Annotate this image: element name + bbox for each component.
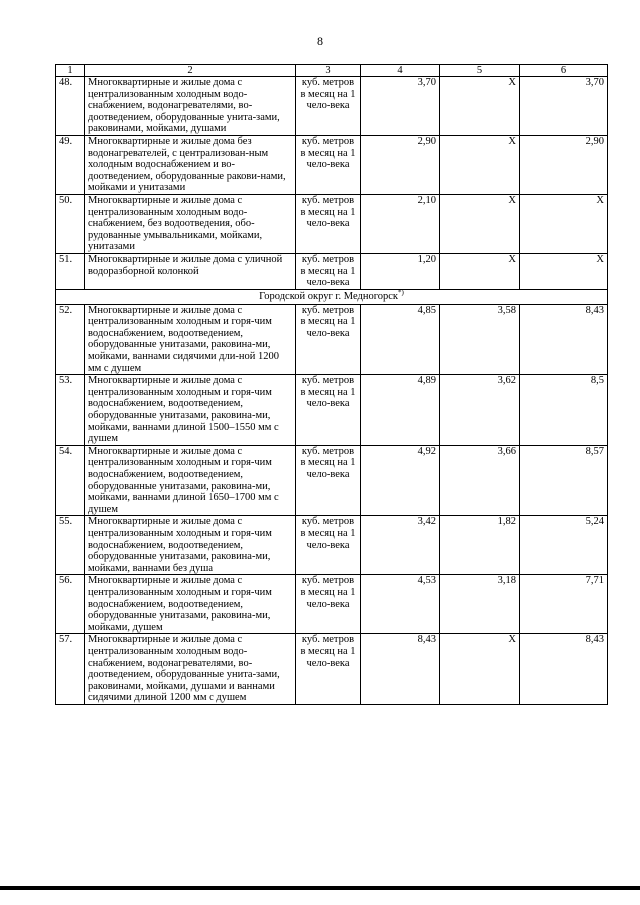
value-col5-cell: 3,66 [440, 445, 520, 516]
value-col4-cell: 1,20 [361, 253, 440, 289]
value-col4-cell: 3,42 [361, 516, 440, 575]
value-col6-cell: 3,70 [520, 77, 608, 136]
row-number-cell: 55. [56, 516, 85, 575]
value-col5-cell: Х [440, 135, 520, 194]
value-col5-cell: Х [440, 77, 520, 136]
value-col6-cell: 2,90 [520, 135, 608, 194]
description-cell: Многоквартирные и жилые дома с централизованным холодным водо-снабжением, водонагревателями, во-доотведением, оборудованные унита-зами, раковинами, мойками, душами [85, 77, 296, 136]
value-col4-cell: 4,85 [361, 304, 440, 375]
header-row [56, 65, 608, 77]
table-row [56, 445, 608, 516]
section-row [56, 289, 608, 304]
value-col5-cell: 3,18 [440, 575, 520, 634]
table-body-bottom [56, 304, 608, 704]
unit-cell: куб. метров в месяц на 1 чело-века [296, 77, 361, 136]
unit-cell: куб. метров в месяц на 1 чело-века [296, 445, 361, 516]
header-col-6: 6 [520, 65, 608, 77]
description-cell: Многоквартирные и жилые дома с централизованным холодным и горя-чим водоснабжением, водоотведением, оборудованные унитазами, раковина-ми, мойками, ваннами длиной 1500–1550 мм с душем [85, 375, 296, 446]
table-body-top [56, 77, 608, 290]
value-col5-cell: Х [440, 253, 520, 289]
value-col6-cell: 8,43 [520, 634, 608, 705]
description-cell: Многоквартирные и жилые дома с централизованным холодным и горя-чим водоснабжением, водоотведением, оборудованные унитазами, раковина-ми, мойками, ваннами длиной 1650–1700 мм с душем [85, 445, 296, 516]
table-row [56, 375, 608, 446]
table-row [56, 575, 608, 634]
row-number-cell: 51. [56, 253, 85, 289]
table-row [56, 77, 608, 136]
value-col5-cell: 3,58 [440, 304, 520, 375]
description-cell: Многоквартирные и жилые дома без водонагревателей, с централизован-ным холодным водоснабжением и во-доотведением, оборудованные ракови-нами, мойками и унитазами [85, 135, 296, 194]
page-number: 8 [317, 34, 323, 48]
table-row [56, 194, 608, 253]
table-row [56, 304, 608, 375]
unit-cell: куб. метров в месяц на 1 чело-века [296, 516, 361, 575]
row-number-cell: 53. [56, 375, 85, 446]
value-col5-cell: Х [440, 634, 520, 705]
row-number-cell: 54. [56, 445, 85, 516]
value-col4-cell: 3,70 [361, 77, 440, 136]
value-col6-cell: Х [520, 194, 608, 253]
value-col6-cell: 8,5 [520, 375, 608, 446]
unit-cell: куб. метров в месяц на 1 чело-века [296, 634, 361, 705]
value-col5-cell: 3,62 [440, 375, 520, 446]
value-col5-cell: Х [440, 194, 520, 253]
value-col4-cell: 4,89 [361, 375, 440, 446]
value-col4-cell: 2,90 [361, 135, 440, 194]
value-col4-cell: 4,92 [361, 445, 440, 516]
footnote-mark: *) [398, 288, 404, 297]
unit-cell: куб. метров в месяц на 1 чело-века [296, 194, 361, 253]
table-row [56, 634, 608, 705]
table-row [56, 516, 608, 575]
row-number-cell: 52. [56, 304, 85, 375]
row-number-cell: 48. [56, 77, 85, 136]
table-header [56, 65, 608, 77]
value-col6-cell: Х [520, 253, 608, 289]
row-number-cell: 56. [56, 575, 85, 634]
row-number-cell: 49. [56, 135, 85, 194]
description-cell: Многоквартирные и жилые дома с централизованным холодным водо-снабжением, без водоотведения, обо-рудованные умывальниками, мойками, унитазами [85, 194, 296, 253]
header-col-4: 4 [361, 65, 440, 77]
unit-cell: куб. метров в месяц на 1 чело-века [296, 304, 361, 375]
value-col6-cell: 7,71 [520, 575, 608, 634]
section-heading [56, 289, 608, 304]
value-col6-cell: 5,24 [520, 516, 608, 575]
value-col6-cell: 8,43 [520, 304, 608, 375]
unit-cell: куб. метров в месяц на 1 чело-века [296, 575, 361, 634]
value-col5-cell: 1,82 [440, 516, 520, 575]
table-row [56, 253, 608, 289]
description-cell: Многоквартирные и жилые дома с централизованным холодным и горя-чим водоснабжением, водоотведением, оборудованные унитазами, раковина-ми, мойками, ваннами сидячими дли-ной 1200 мм с душем [85, 304, 296, 375]
bottom-rule [0, 886, 640, 890]
description-cell: Многоквартирные и жилые дома с централизованным холодным и горя-чим водоснабжением, водоотведением, оборудованные унитазами, раковина-ми, мойками, ваннами без душа [85, 516, 296, 575]
unit-cell: куб. метров в месяц на 1 чело-века [296, 135, 361, 194]
row-number-cell: 50. [56, 194, 85, 253]
value-col6-cell: 8,57 [520, 445, 608, 516]
section-body [56, 289, 608, 304]
value-col4-cell: 8,43 [361, 634, 440, 705]
description-cell: Многоквартирные и жилые дома с уличной водоразборной колонкой [85, 253, 296, 289]
header-col-3: 3 [296, 65, 361, 77]
header-col-1: 1 [56, 65, 85, 77]
unit-cell: куб. метров в месяц на 1 чело-века [296, 375, 361, 446]
value-col4-cell: 4,53 [361, 575, 440, 634]
section-title: Городской округ г. Медногорск [259, 290, 399, 302]
tariff-table [55, 64, 608, 705]
row-number-cell: 57. [56, 634, 85, 705]
table-row [56, 135, 608, 194]
unit-cell: куб. метров в месяц на 1 чело-века [296, 253, 361, 289]
description-cell: Многоквартирные и жилые дома с централизованным холодным и горя-чим водоснабжением, водоотведением, оборудованные унитазами, раковина-ми, мойками, душем [85, 575, 296, 634]
value-col4-cell: 2,10 [361, 194, 440, 253]
header-col-2: 2 [85, 65, 296, 77]
header-col-5: 5 [440, 65, 520, 77]
description-cell: Многоквартирные и жилые дома с централизованным холодным водо-снабжением, водонагревателями, во-доотведением, оборудованные унита-зами, раковинами, мойками, душами и ваннами сидячими длиной 1200 мм с душем [85, 634, 296, 705]
